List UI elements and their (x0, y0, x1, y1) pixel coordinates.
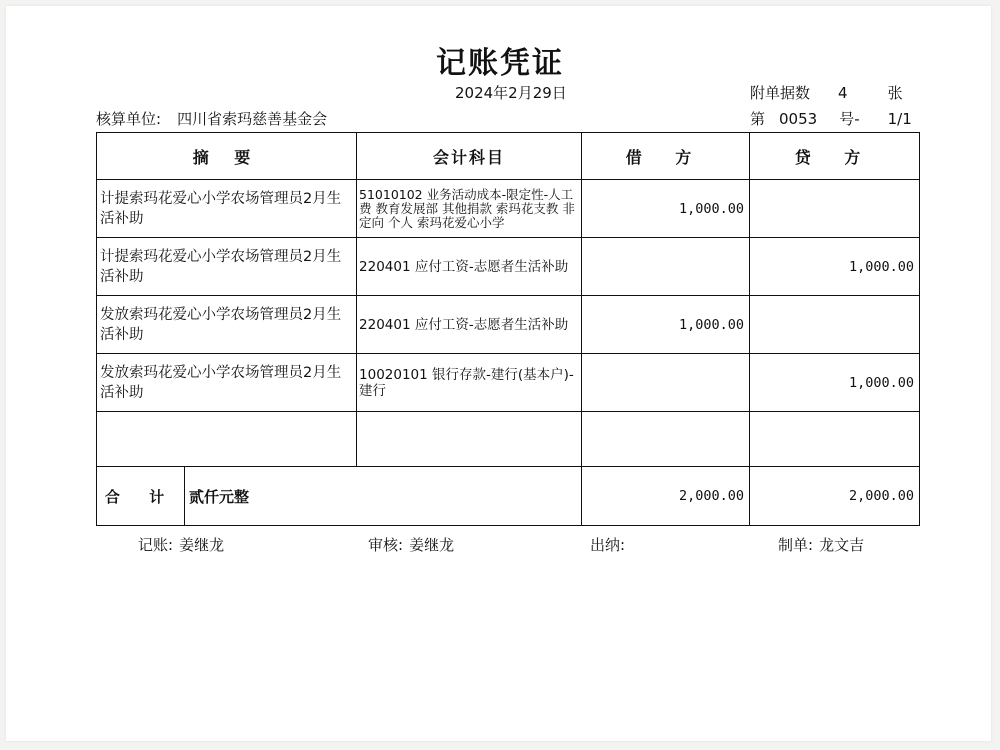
table-row (97, 296, 920, 354)
entry-credit: 1,000.00 (750, 354, 920, 412)
unit-label: 核算单位: (96, 110, 162, 128)
empty-cell (750, 412, 920, 467)
entry-account: 51010102 业务活动成本-限定性-人工费 教育发展部 其他捐款 索玛花支教 非定向 个人 索玛花爱心小学 (357, 180, 582, 238)
entry-credit (750, 296, 920, 354)
voucher-prefix: 第 (750, 110, 766, 128)
entry-summary: 发放索玛花爱心小学农场管理员2月生活补助 (97, 296, 357, 354)
entry-summary: 计提索玛花爱心小学农场管理员2月生活补助 (97, 238, 357, 296)
table-row (97, 354, 920, 412)
entry-debit (582, 354, 750, 412)
attachments-count: 4 (838, 84, 848, 102)
entry-account: 10020101 银行存款-建行(基本户)-建行 (357, 354, 582, 412)
voucher-no: 0053 (779, 110, 818, 128)
cashier-label: 出纳: (590, 536, 626, 554)
entry-credit (750, 180, 920, 238)
preparer-label: 制单: (778, 536, 814, 554)
entry-debit (582, 238, 750, 296)
voucher-date: 2024年2月29日 (455, 84, 567, 102)
voucher-title: 记账凭证 (436, 46, 564, 81)
entry-account: 220401 应付工资-志愿者生活补助 (357, 296, 582, 354)
entry-account: 220401 应付工资-志愿者生活补助 (357, 238, 582, 296)
preparer-signature (778, 534, 864, 555)
bookkeeper-signature (138, 534, 224, 555)
reviewer-name: 姜继龙 (409, 536, 455, 554)
entry-summary: 发放索玛花爱心小学农场管理员2月生活补助 (97, 354, 357, 412)
col-summary-header: 摘 要 (97, 133, 357, 180)
col-credit-header: 贷 方 (750, 133, 920, 180)
table-header-row (97, 133, 920, 180)
voucher-number (750, 108, 912, 129)
attachments-label: 附单据数 (750, 84, 811, 102)
voucher-table (96, 132, 920, 526)
col-debit-header: 借 方 (582, 133, 750, 180)
entry-credit: 1,000.00 (750, 238, 920, 296)
total-in-words: 贰仟元整 (185, 467, 582, 526)
reviewer-signature (368, 534, 454, 555)
voucher-suffix: 号- (839, 110, 860, 128)
attachments-info (750, 82, 903, 103)
table-row (97, 238, 920, 296)
total-credit: 2,000.00 (750, 467, 920, 526)
bookkeeper-name: 姜继龙 (179, 536, 225, 554)
empty-cell (357, 412, 582, 467)
attachments-unit: 张 (887, 84, 903, 102)
total-label: 合 计 (97, 467, 185, 526)
entry-summary: 计提索玛花爱心小学农场管理员2月生活补助 (97, 180, 357, 238)
total-row (97, 467, 920, 526)
col-account-header: 会计科目 (357, 133, 582, 180)
empty-cell (97, 412, 357, 467)
entry-debit: 1,000.00 (582, 296, 750, 354)
voucher-page-count: 1/1 (887, 110, 912, 128)
empty-row (97, 412, 920, 467)
table-row (97, 180, 920, 238)
total-debit: 2,000.00 (582, 467, 750, 526)
cashier-signature (590, 534, 625, 555)
empty-cell (582, 412, 750, 467)
bookkeeper-label: 记账: (138, 536, 174, 554)
entry-debit: 1,000.00 (582, 180, 750, 238)
unit-name: 四川省索玛慈善基金会 (177, 110, 328, 128)
preparer-name: 龙文吉 (819, 536, 865, 554)
accounting-unit (96, 108, 327, 129)
reviewer-label: 审核: (368, 536, 404, 554)
